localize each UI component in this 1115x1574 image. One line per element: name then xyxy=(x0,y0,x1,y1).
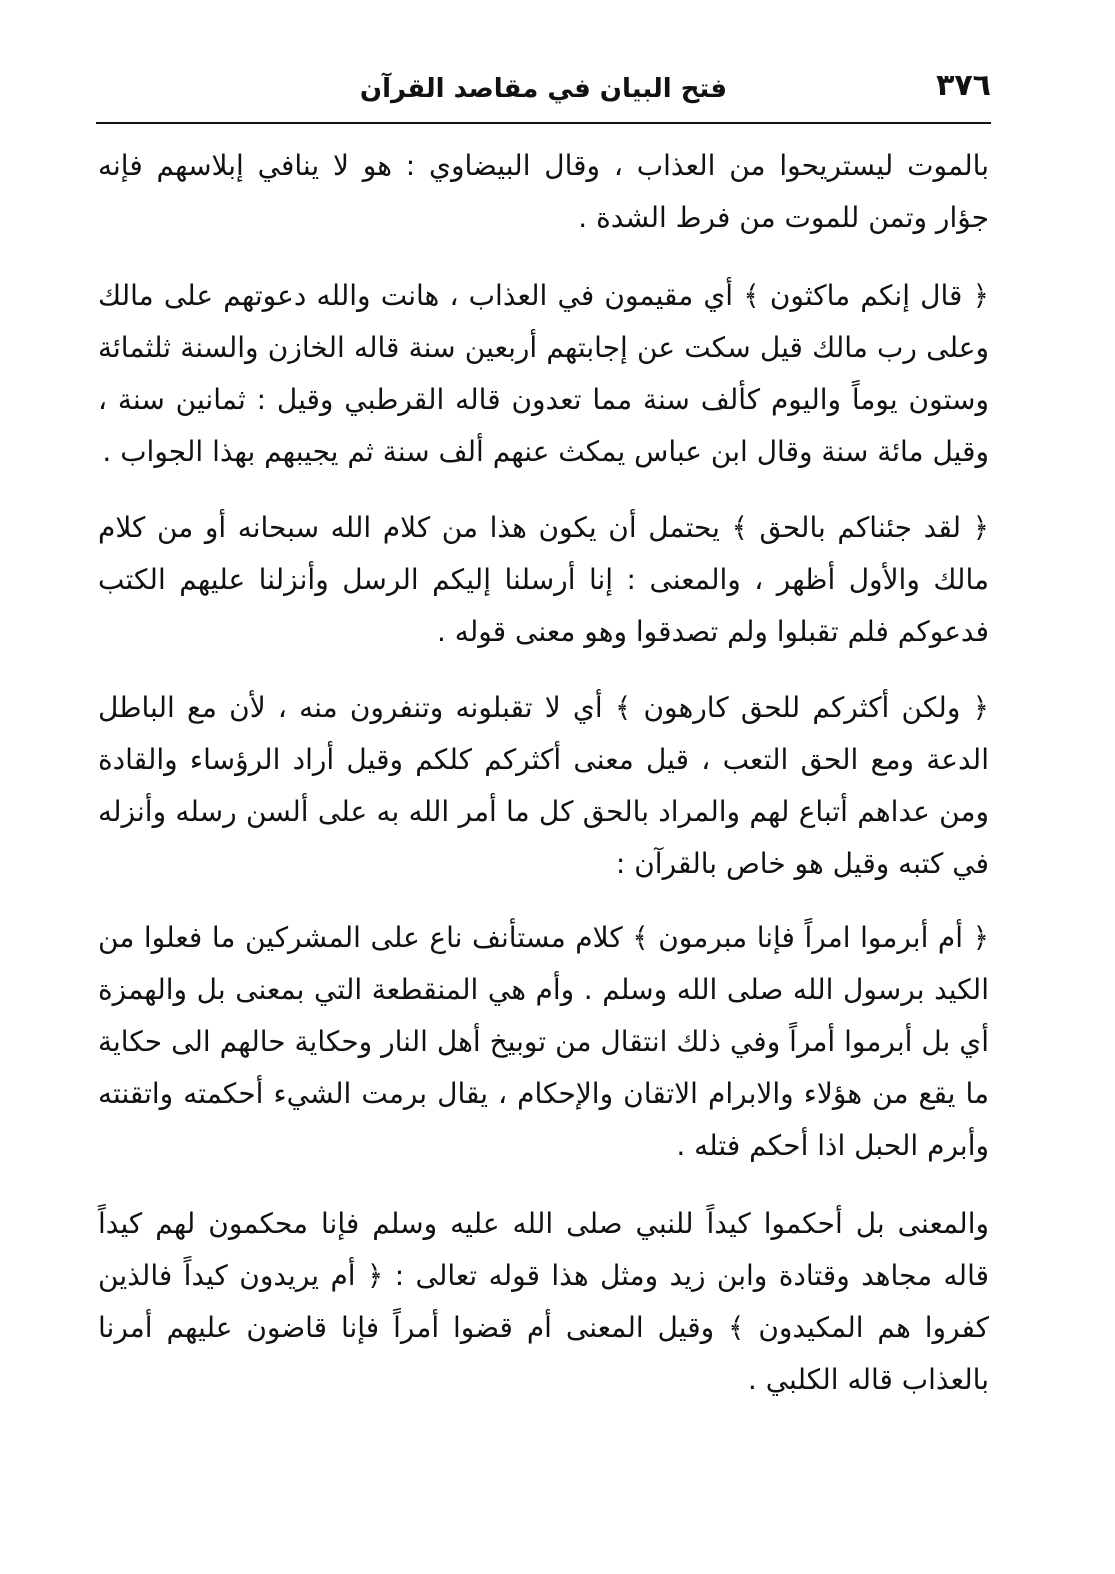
paragraph-2: ﴿ قال إنكم ماكثون ﴾ أي مقيمون في العذاب ، هانت والله دعوتهم على مالك وعلى رب مالك قيل سكت عن إجابتهم أربعين سنة قاله الخازن والسنة ثلثمائة وستون يوماً واليوم كألف سنة مما تعدون قاله القرطبي وقيل : ثمانين سنة ، وقيل مائة سنة وقال ابن عباس يمكث عنهم ألف سنة ثم يجيبهم بهذا الجواب . xyxy=(98,279,989,468)
paragraph-6: والمعنى بل أحكموا كيداً للنبي صلى الله عليه وسلم فإنا محكمون لهم كيداً قاله مجاهد وقتادة وابن زيد ومثل هذا قوله تعالى : ﴿ أم يريدون كيداً فالذين كفروا هم المكيدون ﴾ وقيل المعنى أم قضوا أمراً فإنا قاضون عليهم أمرنا بالعذاب قاله الكلبي . xyxy=(98,1207,989,1396)
paragraph-3: ﴿ لقد جئناكم بالحق ﴾ يحتمل أن يكون هذا من كلام الله سبحانه أو من كلام مالك والأول أظهر ، والمعنى : إنا أرسلنا إليكم الرسل وأنزلنا عليهم الكتب فدعوكم فلم تقبلوا ولم تصدقوا وهو معنى قوله . xyxy=(98,511,989,648)
running-header xyxy=(96,62,991,124)
paragraph-4: ﴿ ولكن أكثركم للحق كارهون ﴾ أي لا تقبلونه وتنفرون منه ، لأن مع الباطل الدعة ومع الحق التعب ، قيل معنى أكثركم كلكم وقيل أراد الرؤساء والقادة ومن عداهم أتباع لهم والمراد بالحق كل ما أمر الله به على ألسن رسله وأنزله في كتبه وقيل هو خاص بالقرآن : xyxy=(98,691,989,880)
book-title: فتح البيان في مقاصد القرآن xyxy=(359,74,728,104)
main-text xyxy=(98,140,989,1406)
paragraph-1: بالموت ليستريحوا من العذاب ، وقال البيضاوي : هو لا ينافي إبلاسهم فإنه جؤار وتمن للموت من فرط الشدة . xyxy=(98,149,989,234)
paragraph-5: ﴿ أم أبرموا امراً فإنا مبرمون ﴾ كلام مستأنف ناع على المشركين ما فعلوا من الكيد برسول الله صلى الله وسلم . وأم هي المنقطعة التي بمعنى بل والهمزة أي بل أبرموا أمراً وفي ذلك انتقال من توبيخ أهل النار وحكاية حالهم الى حكاية ما يقع من هؤلاء والابرام الاتقان والإحكام ، يقال برمت الشيء أحكمته واتقنته وأبرم الحبل اذا أحكم فتله . xyxy=(98,921,989,1162)
page-number: ٣٧٦ xyxy=(936,68,991,103)
